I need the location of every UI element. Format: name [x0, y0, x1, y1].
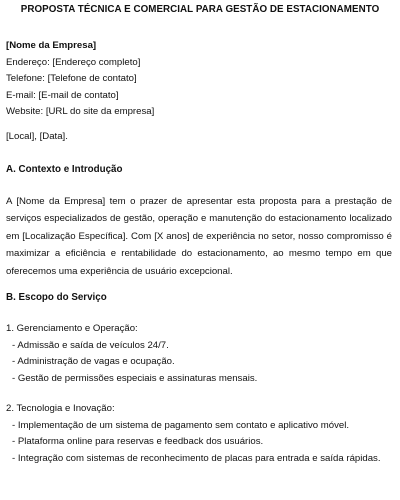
company-name: [Nome da Empresa] — [6, 40, 97, 51]
company-website: Website: [URL do site da empresa] — [6, 106, 155, 118]
group-title-technology: 2. Tecnologia e Inovação: — [6, 403, 115, 414]
company-phone: Telefone: [Telefone de contato] — [6, 73, 137, 85]
list-item: - Implementação de um sistema de pagamento sem contato e aplicativo móvel. — [12, 419, 350, 431]
scope-group-operation — [6, 321, 392, 387]
group-title-operation: 1. Gerenciamento e Operação: — [6, 323, 138, 334]
place-date: [Local], [Data]. — [6, 131, 68, 142]
section-heading-context: A. Contexto e Introdução — [6, 164, 123, 175]
section-heading-scope: B. Escopo do Serviço — [6, 292, 107, 303]
context-paragraph: A [Nome da Empresa] tem o prazer de apresentar esta proposta para a prestação de serviços especializados de gestão, operação e manutenção do estacionamento localizado em [Localização Específica]. Com [X anos] de experiência no setor, nosso compromisso é maximizar a eficiência e rentabilidade do estacionamento, ao mesmo tempo em que oferecemos uma experiência de usuário excepcional. — [6, 196, 392, 277]
list-item: - Integração com sistemas de reconhecimento de placas para entrada e saída rápidas. — [12, 452, 381, 464]
company-email: E-mail: [E-mail de contato] — [6, 89, 119, 101]
scope-group-technology — [6, 401, 392, 467]
list-item: - Admissão e saída de veículos 24/7. — [12, 339, 169, 351]
list-item: - Plataforma online para reservas e feedback dos usuários. — [12, 436, 264, 448]
company-info — [6, 38, 392, 121]
list-item: - Administração de vagas e ocupação. — [12, 356, 175, 368]
document-title: PROPOSTA TÉCNICA E COMERCIAL PARA GESTÃO DE ESTACIONAMENTO — [20, 4, 380, 15]
company-address: Endereço: [Endereço completo] — [6, 56, 141, 68]
list-item: - Gestão de permissões especiais e assinaturas mensais. — [12, 372, 258, 384]
